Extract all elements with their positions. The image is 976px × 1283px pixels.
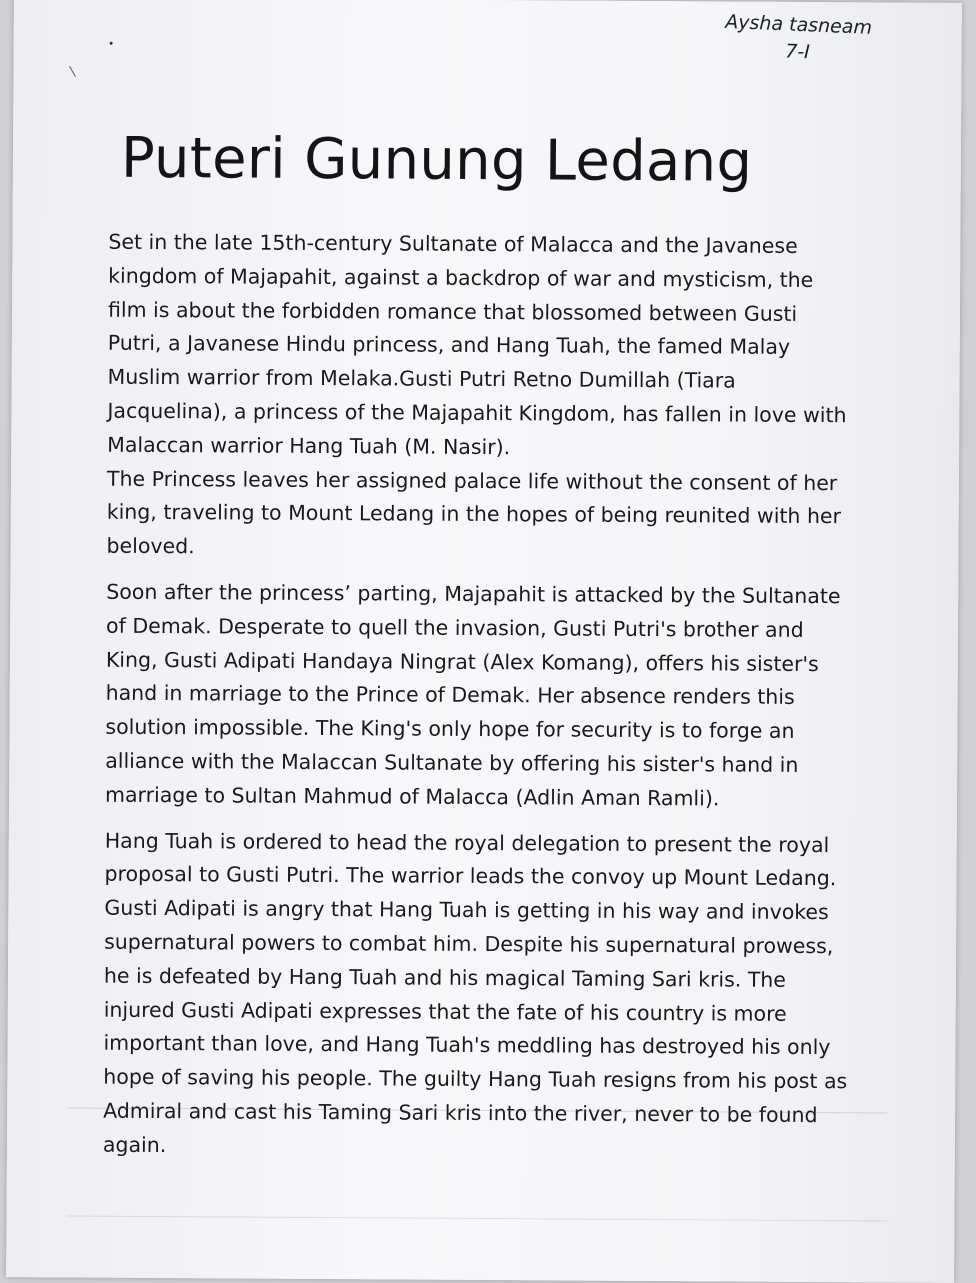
paragraph-3 <box>103 824 875 1167</box>
text-line: beloved. <box>106 533 195 559</box>
text-line: hope of saving his people. The guilty Hang Tuah resigns from his post as <box>103 1064 848 1094</box>
text-line: Gusti Adipati is angry that Hang Tuah is getting in his way and invokes <box>104 895 829 925</box>
text-line: Malaccan warrior Hang Tuah (M. Nasir). <box>107 432 511 459</box>
text-line: hand in marriage to the Prince of Demak. Her absence renders this <box>105 681 795 710</box>
text-line: Muslim warrior from Melaka.Gusti Putri Retno Dumillah (Tiara <box>107 364 736 393</box>
handwritten-name: Aysha tasneam <box>725 10 873 39</box>
text-line: proposal to Gusti Putri. The warrior leads the convoy up Mount Ledang. <box>104 862 837 891</box>
document-body <box>103 226 879 1179</box>
text-line: kingdom of Majapahit, against a backdrop of war and mysticism, the <box>108 263 814 292</box>
text-line: Admiral and cast his Taming Sari kris into the river, never to be found <box>103 1098 818 1127</box>
text-line: Putri, a Javanese Hindu princess, and Hang Tuah, the famed Malay <box>107 331 791 360</box>
text-line: solution impossible. The King's only hope for security is to forge an <box>105 714 795 744</box>
handwritten-note <box>724 9 873 69</box>
text-line: of Demak. Desperate to quell the invasion, Gusti Putri's brother and <box>106 613 804 642</box>
text-line: he is defeated by Hang Tuah and his magical Taming Sari kris. The <box>103 963 787 992</box>
text-line: important than love, and Hang Tuah's meddling has destroyed his only <box>103 1031 831 1060</box>
paper-sheet <box>6 0 962 1283</box>
text-line: King, Gusti Adipati Handaya Ningrat (Alex Komang), offers his sister's <box>105 647 819 676</box>
text-line: Soon after the princess’ parting, Majapahit is attacked by the Sultanate <box>106 579 841 609</box>
text-line: The Princess leaves her assigned palace life without the consent of her <box>106 466 838 495</box>
text-line: film is about the forbidden romance that blossomed between Gusti <box>107 297 798 326</box>
text-line: marriage to Sultan Mahmud of Malacca (Adlin Aman Ramli). <box>104 782 720 811</box>
paper-fold-line <box>66 1215 886 1221</box>
handwritten-class: 7-I <box>785 40 811 64</box>
paragraph-1 <box>106 226 878 569</box>
text-line: king, traveling to Mount Ledang in the hopes of being reunited with her <box>106 500 842 529</box>
text-line: injured Gusti Adipati expresses that the fate of his country is more <box>103 997 787 1026</box>
pen-dot-mark <box>110 42 113 45</box>
document-title: Puteri Gunung Ledang <box>120 125 753 195</box>
text-line: Set in the late 15th-century Sultanate of Malacca and the Javanese <box>108 229 798 258</box>
text-line: Hang Tuah is ordered to head the royal delegation to present the royal <box>104 828 830 857</box>
text-line: again. <box>102 1132 167 1157</box>
paragraph-2 <box>105 576 876 817</box>
text-line: supernatural powers to combat him. Despite his supernatural prowess, <box>104 929 834 959</box>
pen-stroke-mark <box>69 62 83 77</box>
text-line: alliance with the Malaccan Sultanate by offering his sister's hand in <box>105 748 799 777</box>
text-line: Jacquelina), a princess of the Majapahit Kingdom, has fallen in love with <box>107 398 847 428</box>
